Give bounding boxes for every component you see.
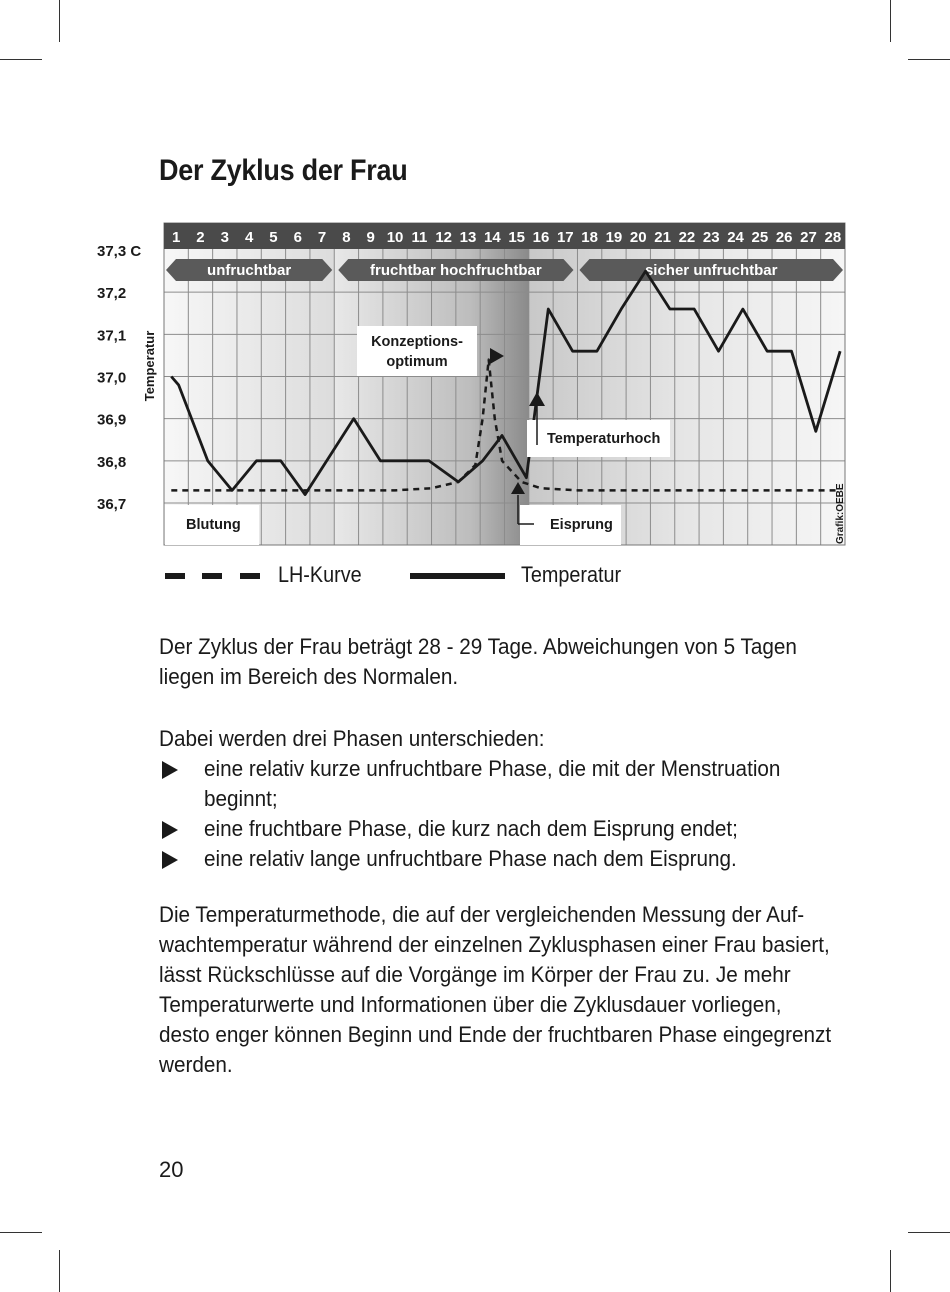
phase-infertile-label: unfruchtbar xyxy=(207,262,292,279)
day-label: 15 xyxy=(508,229,526,246)
cycle-chart xyxy=(0,0,950,600)
phase-safe-label: sicher unfruchtbar xyxy=(644,262,778,279)
day-label: 25 xyxy=(751,229,769,246)
day-label: 8 xyxy=(342,229,351,246)
day-label: 20 xyxy=(629,229,647,246)
day-label: 24 xyxy=(727,229,744,246)
list-item-text: eine relativ lange unfruchtbare Phase nach dem Eisprung. xyxy=(204,846,737,871)
page-number: 20 xyxy=(159,1157,184,1182)
intro-paragraph xyxy=(159,632,919,692)
y-tick-label: 37,2 xyxy=(97,285,127,303)
text-line: desto enger können Beginn und Ende der fruchtbaren Phase eingegrenzt xyxy=(159,1022,832,1047)
day-label: 27 xyxy=(800,229,817,246)
list-item xyxy=(159,814,919,844)
day-label: 16 xyxy=(532,229,550,246)
legend-lh-label: LH-Kurve xyxy=(278,562,362,587)
day-label: 10 xyxy=(386,229,404,246)
crop-mark xyxy=(59,1250,60,1292)
crop-mark xyxy=(890,1250,891,1292)
y-axis xyxy=(97,243,157,513)
y-tick-label: 36,9 xyxy=(97,411,127,429)
crop-mark xyxy=(908,1232,950,1233)
list-item xyxy=(159,754,919,814)
legend-temp-label: Temperatur xyxy=(521,562,622,587)
day-label: 17 xyxy=(556,229,574,246)
day-label: 11 xyxy=(411,229,428,246)
day-label: 19 xyxy=(605,229,623,246)
day-header xyxy=(164,223,845,249)
phase-list xyxy=(159,754,919,874)
text-line: Temperaturwerte und Informationen über die Zyklusdauer vorliegen, xyxy=(159,992,782,1017)
y-tick-label: 37,1 xyxy=(97,327,127,345)
day-label: 2 xyxy=(196,229,205,246)
bleeding-label: Blutung xyxy=(186,517,241,533)
y-tick-label: 37,0 xyxy=(97,369,127,387)
day-label: 4 xyxy=(244,229,254,246)
page-title: Der Zyklus der Frau xyxy=(159,154,408,187)
list-item-text: eine relativ kurze unfruchtbare Phase, die mit der Menstruation beginnt; xyxy=(204,756,781,811)
text-line: Die Temperaturmethode, die auf der vergleichenden Messung der Auf- xyxy=(159,902,805,927)
phase-bar xyxy=(166,259,843,281)
day-label: 13 xyxy=(459,229,477,246)
day-label: 26 xyxy=(775,229,793,246)
day-label: 1 xyxy=(171,229,181,246)
ovulation-label: Eisprung xyxy=(550,517,613,533)
text-line: lässt Rückschlüsse auf die Vorgänge im Körper der Frau zu. Je mehr xyxy=(159,962,791,987)
credit-label: Grafik:OEBE xyxy=(835,483,846,544)
temperature-high-label: Temperaturhoch xyxy=(547,431,661,447)
y-tick-label: 36,7 xyxy=(97,496,127,513)
text-line: wachtemperatur während der einzelnen Zyklusphasen einer Frau basiert, xyxy=(159,932,830,957)
day-label: 14 xyxy=(483,229,501,246)
triangle-bullet-icon xyxy=(162,851,178,869)
y-axis-title: Temperatur xyxy=(142,330,157,402)
y-tick-label: 36,8 xyxy=(97,453,127,471)
day-label: 9 xyxy=(366,229,375,246)
day-label: 18 xyxy=(581,229,598,246)
day-label: 7 xyxy=(317,229,327,246)
conception-label: optimum xyxy=(386,354,448,370)
text-line: werden. xyxy=(159,1052,233,1077)
legend-solid-swatch xyxy=(410,573,505,579)
legend-dashed-swatch xyxy=(165,573,260,579)
crop-mark xyxy=(0,1232,42,1233)
triangle-bullet-icon xyxy=(162,761,178,779)
day-label: 23 xyxy=(702,229,720,246)
day-label: 6 xyxy=(293,229,302,246)
day-label: 21 xyxy=(654,229,671,246)
day-label: 22 xyxy=(678,229,696,246)
conception-label: Konzeptions- xyxy=(371,334,463,350)
day-label: 28 xyxy=(824,229,842,246)
day-label: 5 xyxy=(269,229,278,246)
list-item-text: eine fruchtbare Phase, die kurz nach dem Eisprung endet; xyxy=(204,816,738,841)
text-line: Dabei werden drei Phasen unterschieden: xyxy=(159,726,545,751)
method-paragraph xyxy=(159,900,919,1080)
phases-intro xyxy=(159,724,919,754)
y-tick-label: 37,3 C xyxy=(97,243,142,260)
list-item xyxy=(159,844,919,874)
text-line: liegen im Bereich des Normalen. xyxy=(159,664,459,689)
day-label: 3 xyxy=(220,229,229,246)
phase-fertile-label: fruchtbar hochfruchtbar xyxy=(370,262,542,279)
triangle-bullet-icon xyxy=(162,821,178,839)
day-label: 12 xyxy=(435,229,453,246)
text-line: Der Zyklus der Frau beträgt 28 - 29 Tage. Abweichungen von 5 Tagen xyxy=(159,634,797,659)
